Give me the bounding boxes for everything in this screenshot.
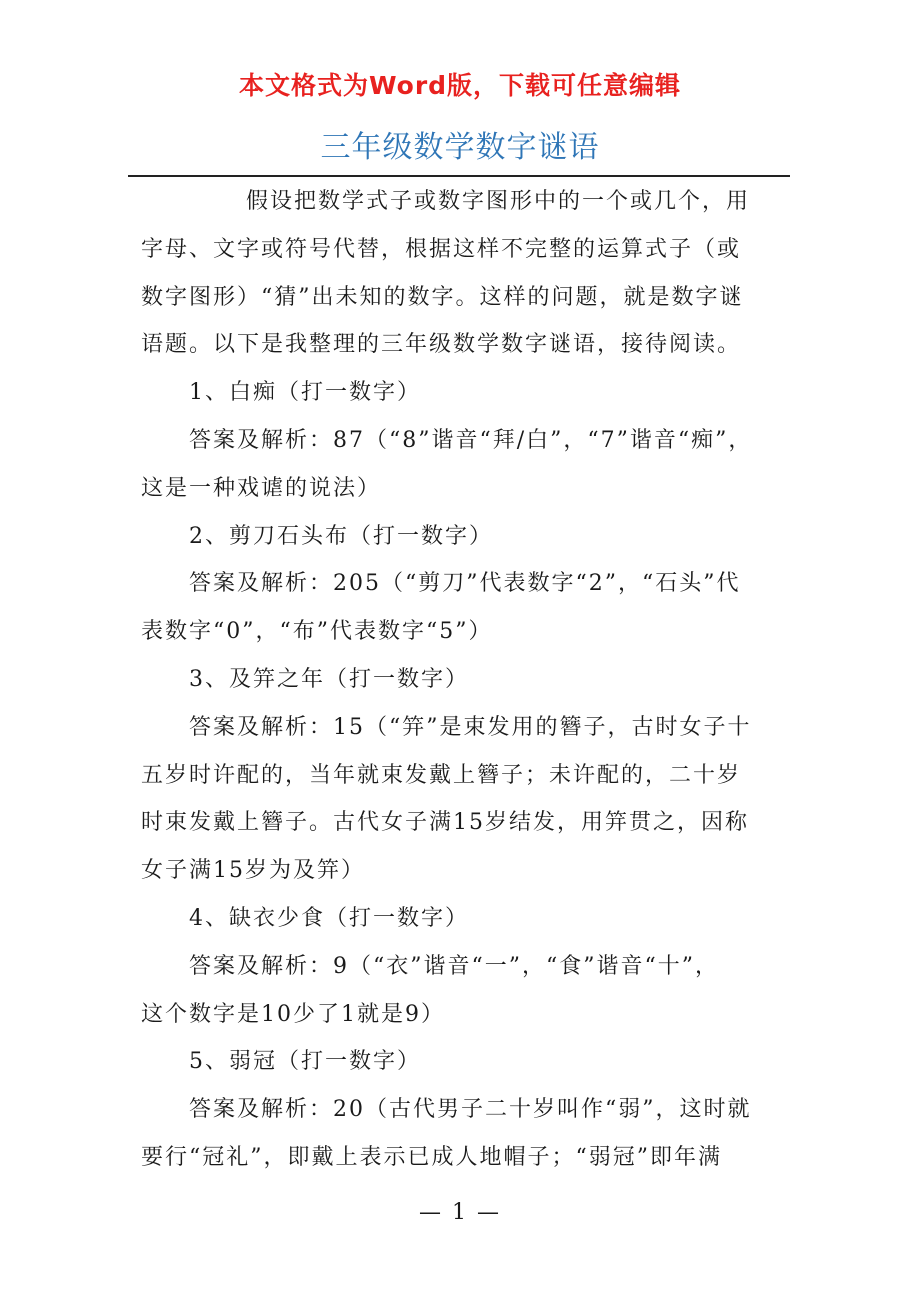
riddle-3-answer: 答案及解析：15（“笄”是束发用的簪子，古时女子十 (189, 714, 752, 740)
format-notice-banner: 本文格式为Word版，下载可任意编辑 (238, 71, 682, 100)
riddle-3-answer-cont-2: 时束发戴上簪子。古代女子满15岁结发，用笄贯之，因称 (141, 810, 749, 836)
riddle-2-answer: 答案及解析：205（“剪刀”代表数字“2”，“石头”代 (189, 571, 741, 597)
document-body (141, 178, 781, 1182)
riddle-4-answer-cont: 这个数字是10少了1就是9） (141, 1001, 445, 1027)
riddle-1-answer: 答案及解析：87（“8”谐音“拜/白”，“7”谐音“痴”， (189, 427, 753, 453)
riddle-3-answer-cont-1: 五岁时许配的，当年就束发戴上簪子；未许配的，二十岁 (141, 762, 742, 788)
riddle-3-question: 3、及笄之年（打一数字） (189, 666, 469, 692)
riddle-2-question: 2、剪刀石头布（打一数字） (189, 523, 493, 549)
intro-line-2: 字母、文字或符号代替，根据这样不完整的运算式子（或 (141, 236, 742, 262)
riddle-4-answer: 答案及解析：9（“衣”谐音“一”，“食”谐音“十”， (189, 953, 719, 979)
riddle-5-answer-cont: 要行“冠礼”，即戴上表示已成人地帽子；“弱冠”即年满 (141, 1144, 722, 1170)
riddle-1-question: 1、白痴（打一数字） (189, 380, 421, 406)
intro-line-4: 语题。以下是我整理的三年级数学数字谜语，接待阅读。 (141, 332, 742, 358)
riddle-4-question: 4、缺衣少食（打一数字） (189, 905, 469, 931)
title-divider (128, 175, 790, 177)
document-title: 三年级数学数字谜语 (320, 130, 600, 165)
riddle-5-question: 5、弱冠（打一数字） (189, 1049, 421, 1075)
riddle-1-answer-cont: 这是一种戏谑的说法） (141, 475, 382, 501)
intro-line-3: 数字图形）“猜”出未知的数字。这样的问题，就是数字谜 (141, 284, 744, 310)
riddle-5-answer: 答案及解析：20（古代男子二十岁叫作“弱”，这时就 (189, 1097, 752, 1123)
intro-line-1: 假设把数学式子或数字图形中的一个或几个，用 (246, 189, 751, 214)
page-number: — 1 — (419, 1200, 501, 1225)
riddle-3-answer-cont-3: 女子满15岁为及笄） (141, 858, 365, 884)
riddle-2-answer-cont: 表数字“0”，“布”代表数字“5”） (141, 619, 493, 645)
